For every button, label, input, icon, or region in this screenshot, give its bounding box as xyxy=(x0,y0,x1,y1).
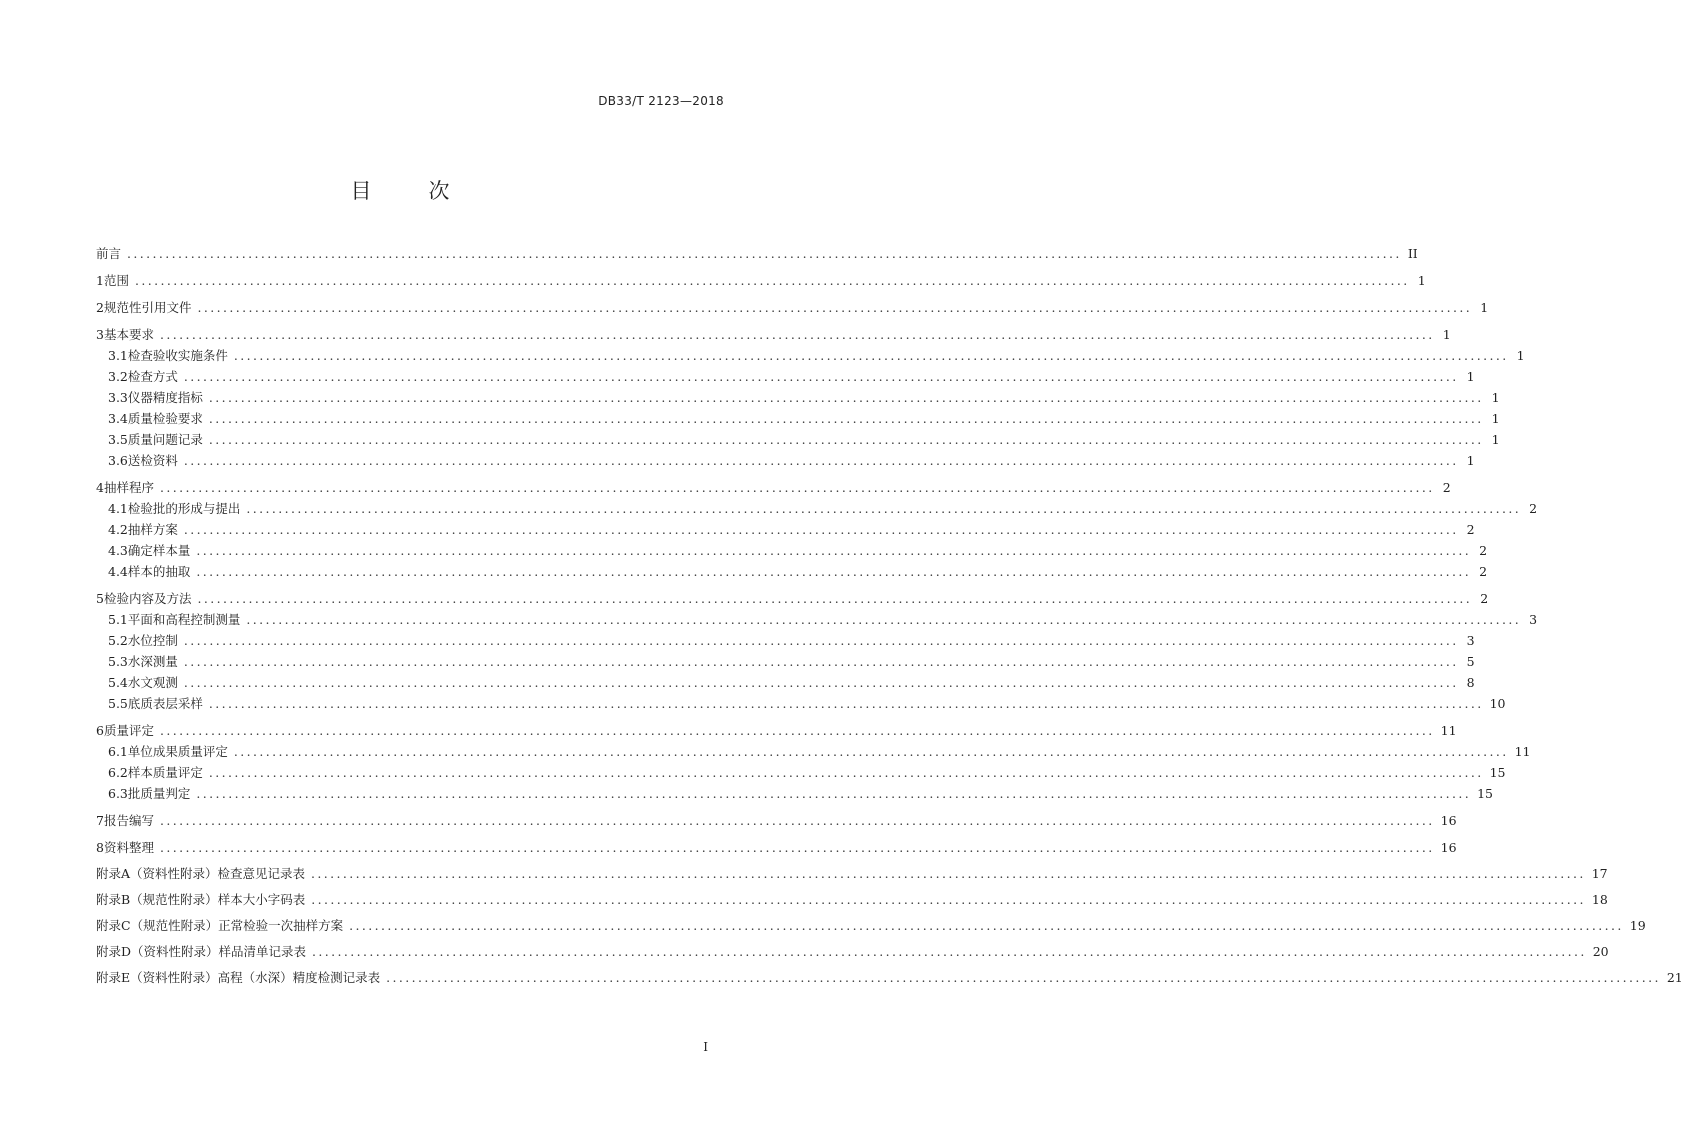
toc-entry-page: 2 xyxy=(1466,522,1475,537)
toc-entry[interactable] xyxy=(96,648,1475,669)
toc-entry-number: 3.2 xyxy=(108,369,128,384)
toc-entry-number: 5.3 xyxy=(108,654,128,669)
toc-entry-title: 确定样本量 xyxy=(127,543,191,558)
toc-entry[interactable] xyxy=(96,807,1457,828)
toc-entry-number: 2 xyxy=(96,300,104,315)
toc-entry-number: 5.4 xyxy=(108,675,128,690)
toc-dot-leader: ........................................................................................................................................................................................................ xyxy=(183,522,1459,537)
toc-entry-page: 8 xyxy=(1466,675,1475,690)
toc-entry[interactable] xyxy=(96,780,1493,801)
toc-appendix-label: 附录A（资料性附录） xyxy=(96,866,218,881)
toc-dot-leader: ........................................................................................................................................................................................................ xyxy=(246,501,1522,516)
toc-appendix-entry[interactable] xyxy=(96,933,1609,959)
toc-dot-leader: ........................................................................................................................................................................................................ xyxy=(311,892,1586,907)
toc-dot-leader: ........................................................................................................................................................................................................ xyxy=(134,273,1410,288)
toc-entry-title: 检查验收实施条件 xyxy=(127,348,228,363)
toc-entry[interactable] xyxy=(96,447,1475,468)
toc-entry-title: 样本大小字码表 xyxy=(217,892,306,907)
toc-entry-title: 底质表层采样 xyxy=(127,696,203,711)
toc-entry-page: 19 xyxy=(1629,918,1646,933)
toc-entry-number: 4.2 xyxy=(108,522,128,537)
toc-dot-leader: ........................................................................................................................................................................................................ xyxy=(386,970,1661,985)
toc-entry-page: 1 xyxy=(1417,273,1426,288)
toc-entry-page: 11 xyxy=(1440,723,1457,738)
toc-entry[interactable] xyxy=(96,537,1488,558)
toc-entry-page: 10 xyxy=(1489,696,1506,711)
toc-entry-title: 送检资料 xyxy=(127,453,178,468)
toc-entry-page: 15 xyxy=(1489,765,1506,780)
toc-entry-number: 5.1 xyxy=(108,612,128,627)
toc-entry-page: 2 xyxy=(1442,480,1451,495)
toc-entry-number: 4 xyxy=(96,480,104,495)
toc-entry-number: 8 xyxy=(96,840,104,855)
toc-appendix-label: 附录D（资料性附录） xyxy=(96,944,219,959)
toc-entry[interactable] xyxy=(96,363,1475,384)
toc-entry-number: 6.1 xyxy=(108,744,128,759)
toc-entry-title: 报告编写 xyxy=(103,813,154,828)
toc-dot-leader: ........................................................................................................................................................................................................ xyxy=(208,432,1484,447)
toc-entry-title: 水文观测 xyxy=(127,675,178,690)
toc-dot-leader: ........................................................................................................................................................................................................ xyxy=(233,348,1509,363)
toc-entry[interactable] xyxy=(96,738,1531,759)
standard-number: DB33/T 2123—2018 xyxy=(598,94,724,108)
toc-entry[interactable] xyxy=(96,342,1525,363)
toc-entry-number: 4.4 xyxy=(108,564,128,579)
toc-entry-page: 1 xyxy=(1480,300,1489,315)
toc-entry[interactable] xyxy=(96,405,1500,426)
toc-dot-leader: ........................................................................................................................................................................................................ xyxy=(349,918,1624,933)
toc-entry[interactable] xyxy=(96,585,1489,606)
toc-entry-title: 正常检验一次抽样方案 xyxy=(218,918,344,933)
toc-entry[interactable] xyxy=(96,384,1500,405)
toc-entry-page: 2 xyxy=(1479,543,1488,558)
toc-entry-title: 水位控制 xyxy=(127,633,178,648)
toc-entry[interactable] xyxy=(96,834,1457,855)
toc-entry-title: 样本的抽取 xyxy=(127,564,191,579)
toc-entry-page: 5 xyxy=(1466,654,1475,669)
toc-entry[interactable] xyxy=(96,606,1538,627)
toc-entry-title: 检验内容及方法 xyxy=(103,591,192,606)
toc-entry-number: 5.2 xyxy=(108,633,128,648)
toc-entry-title: 质量检验要求 xyxy=(127,411,203,426)
toc-entry-page: 16 xyxy=(1440,813,1457,828)
toc-entry[interactable] xyxy=(96,321,1451,342)
toc-entry-title: 范围 xyxy=(103,273,129,288)
toc-dot-leader: ........................................................................................................................................................................................................ xyxy=(196,786,1472,801)
toc-entry[interactable] xyxy=(96,240,1418,261)
toc-dot-leader: ........................................................................................................................................................................................................ xyxy=(159,327,1435,342)
toc-entry-number: 4.3 xyxy=(108,543,128,558)
toc-entry-title: 抽样方案 xyxy=(127,522,178,537)
toc-entry-number: 5 xyxy=(96,591,104,606)
toc-entry[interactable] xyxy=(96,669,1475,690)
toc-entry-title: 批质量判定 xyxy=(127,786,191,801)
toc-entry-page: 11 xyxy=(1514,744,1531,759)
toc-entry-title: 仪器精度指标 xyxy=(127,390,203,405)
toc-entry-title: 质量评定 xyxy=(103,723,154,738)
toc-dot-leader: ........................................................................................................................................................................................................ xyxy=(208,696,1484,711)
toc-entry[interactable] xyxy=(96,474,1451,495)
toc-entry-title: 规范性引用文件 xyxy=(103,300,192,315)
toc-entry[interactable] xyxy=(96,426,1500,447)
toc-entry-number: 6.2 xyxy=(108,765,128,780)
toc-entry[interactable] xyxy=(96,717,1457,738)
toc-entry-title: 资料整理 xyxy=(103,840,154,855)
toc-entry-page: 1 xyxy=(1466,453,1475,468)
toc-entry[interactable] xyxy=(96,294,1489,315)
toc-dot-leader: ........................................................................................................................................................................................................ xyxy=(127,246,1402,261)
toc-entry-number: 6.3 xyxy=(108,786,128,801)
toc-entry-number: 3.3 xyxy=(108,390,128,405)
toc-entry-page: 1 xyxy=(1466,369,1475,384)
toc-entry-page: 2 xyxy=(1529,501,1538,516)
toc-entry-page: 1 xyxy=(1516,348,1525,363)
table-of-contents xyxy=(96,240,1683,985)
toc-entry-page: 3 xyxy=(1529,612,1538,627)
toc-dot-leader: ........................................................................................................................................................................................................ xyxy=(246,612,1522,627)
toc-dot-leader: ........................................................................................................................................................................................................ xyxy=(183,675,1459,690)
toc-dot-leader: ........................................................................................................................................................................................................ xyxy=(196,564,1472,579)
toc-dot-leader: ........................................................................................................................................................................................................ xyxy=(159,840,1435,855)
page-number: I xyxy=(703,1040,708,1054)
toc-entry-title: 检验批的形成与提出 xyxy=(127,501,241,516)
toc-entry[interactable] xyxy=(96,558,1488,579)
toc-entry-number: 3.1 xyxy=(108,348,128,363)
toc-dot-leader: ........................................................................................................................................................................................................ xyxy=(183,369,1459,384)
toc-entry[interactable] xyxy=(96,690,1506,711)
toc-entry-number: 6 xyxy=(96,723,104,738)
toc-entry[interactable] xyxy=(96,495,1538,516)
toc-entry-title: 检查意见记录表 xyxy=(217,866,306,881)
toc-appendix-label: 附录C（规范性附录） xyxy=(96,918,219,933)
toc-entry-title: 检查方式 xyxy=(127,369,178,384)
toc-dot-leader: ........................................................................................................................................................................................................ xyxy=(183,633,1459,648)
toc-entry-number: 1 xyxy=(96,273,104,288)
toc-entry-page: 3 xyxy=(1466,633,1475,648)
toc-entry-page: 18 xyxy=(1591,892,1608,907)
toc-entry-title: 样本质量评定 xyxy=(127,765,203,780)
toc-entry-title: 水深测量 xyxy=(127,654,178,669)
toc-entry-page: 1 xyxy=(1491,390,1500,405)
toc-dot-leader: ........................................................................................................................................................................................................ xyxy=(183,654,1459,669)
toc-entry[interactable] xyxy=(96,627,1475,648)
toc-entry[interactable] xyxy=(96,267,1426,288)
toc-dot-leader: ........................................................................................................................................................................................................ xyxy=(208,765,1484,780)
toc-appendix-entry[interactable] xyxy=(96,907,1646,933)
toc-entry-page: 1 xyxy=(1442,327,1451,342)
toc-entry-title: 样品清单记录表 xyxy=(218,944,307,959)
toc-entry-title: 单位成果质量评定 xyxy=(127,744,228,759)
toc-entry-page: II xyxy=(1407,246,1418,261)
toc-entry-number: 7 xyxy=(96,813,104,828)
toc-appendix-entry[interactable] xyxy=(96,959,1683,985)
toc-entry-title: 质量问题记录 xyxy=(127,432,203,447)
toc-entry-page: 21 xyxy=(1666,970,1683,985)
toc-dot-leader: ........................................................................................................................................................................................................ xyxy=(159,480,1435,495)
toc-entry[interactable] xyxy=(96,759,1506,780)
toc-dot-leader: ........................................................................................................................................................................................................ xyxy=(159,723,1435,738)
toc-entry-number: 3 xyxy=(96,327,104,342)
toc-appendix-entry[interactable] xyxy=(96,855,1608,881)
toc-entry-page: 20 xyxy=(1592,944,1609,959)
toc-entry-title: 平面和高程控制测量 xyxy=(127,612,241,627)
toc-entry-title: 基本要求 xyxy=(103,327,154,342)
toc-entry-number: 3.4 xyxy=(108,411,128,426)
toc-entry-number: 4.1 xyxy=(108,501,128,516)
toc-entry-title: 抽样程序 xyxy=(103,480,154,495)
toc-dot-leader: ........................................................................................................................................................................................................ xyxy=(197,300,1473,315)
toc-dot-leader: ........................................................................................................................................................................................................ xyxy=(208,390,1484,405)
toc-appendix-label: 附录B（规范性附录） xyxy=(96,892,218,907)
toc-entry-title: 前言 xyxy=(96,246,122,261)
toc-entry-number: 3.5 xyxy=(108,432,128,447)
toc-entry-page: 2 xyxy=(1480,591,1489,606)
toc-entry-page: 15 xyxy=(1477,786,1493,801)
toc-appendix-label: 附录E（资料性附录） xyxy=(96,970,218,985)
toc-heading: 目 次 xyxy=(350,179,468,203)
toc-dot-leader: ........................................................................................................................................................................................................ xyxy=(159,813,1435,828)
toc-dot-leader: ........................................................................................................................................................................................................ xyxy=(183,453,1459,468)
toc-dot-leader: ........................................................................................................................................................................................................ xyxy=(196,543,1472,558)
toc-entry-page: 1 xyxy=(1491,432,1500,447)
toc-entry-title: 高程（水深）精度检测记录表 xyxy=(217,970,381,985)
toc-dot-leader: ........................................................................................................................................................................................................ xyxy=(312,944,1587,959)
toc-appendix-entry[interactable] xyxy=(96,881,1608,907)
toc-entry[interactable] xyxy=(96,516,1475,537)
toc-dot-leader: ........................................................................................................................................................................................................ xyxy=(311,866,1586,881)
toc-dot-leader: ........................................................................................................................................................................................................ xyxy=(197,591,1473,606)
toc-entry-page: 17 xyxy=(1591,866,1608,881)
toc-dot-leader: ........................................................................................................................................................................................................ xyxy=(233,744,1509,759)
toc-entry-number: 5.5 xyxy=(108,696,128,711)
toc-entry-number: 3.6 xyxy=(108,453,128,468)
toc-entry-page: 1 xyxy=(1491,411,1500,426)
toc-entry-page: 2 xyxy=(1479,564,1488,579)
toc-entry-page: 16 xyxy=(1440,840,1457,855)
toc-dot-leader: ........................................................................................................................................................................................................ xyxy=(208,411,1484,426)
